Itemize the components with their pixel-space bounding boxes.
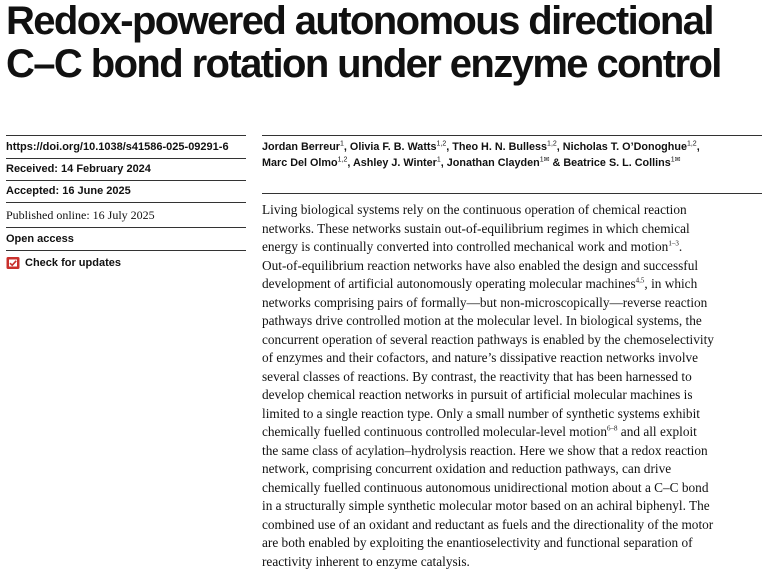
divider	[6, 202, 246, 203]
abstract-line	[262, 257, 766, 276]
abstract-text: development of artificial autonomously operating molecular machines	[262, 276, 636, 291]
divider	[262, 135, 762, 136]
abstract-text: and all exploit	[617, 424, 697, 439]
author-name[interactable]: Olivia F. B. Watts	[349, 141, 437, 153]
abstract-line	[262, 460, 766, 479]
author-affiliation: 1	[436, 156, 441, 164]
abstract-text: pathways drive controlled motion at the molecular level. In biological systems, the	[262, 313, 702, 328]
author-list	[262, 139, 762, 171]
abstract-text: concurrent operation of several reaction pathways is enabled by the chemoselectivity	[262, 331, 714, 347]
abstract-line	[262, 294, 766, 313]
abstract-text: combined use of an oxidant and reductant as fuels and the directionality of the motor	[262, 516, 714, 532]
author-name[interactable]: Marc Del Olmo	[262, 157, 338, 169]
author-name[interactable]: Jordan Berreur	[262, 141, 341, 153]
abstract-line	[262, 220, 766, 239]
author-separator: ,	[696, 141, 700, 153]
abstract-text: , in which	[644, 276, 698, 291]
abstract-line	[262, 516, 766, 535]
author-separator: ,	[556, 141, 563, 153]
check-for-updates-link[interactable]: Check for updates	[25, 257, 121, 269]
author-separator: ,	[343, 141, 350, 153]
author-name[interactable]: Nicholas T. O’Donoghue	[562, 141, 687, 153]
abstract-text: network, comprising concurrent oxidation and reduction pathways, can drive	[262, 461, 672, 476]
author-name[interactable]: Beatrice S. L. Collins	[563, 157, 671, 169]
divider	[262, 193, 762, 194]
title-line-1: Redox-powered autonomous directional	[6, 0, 713, 43]
divider	[6, 158, 246, 159]
citation-ref[interactable]: 6–8	[606, 424, 618, 433]
abstract-line	[262, 349, 766, 368]
abstract-line	[262, 386, 766, 405]
author-separator: ,	[347, 157, 353, 169]
abstract-text: develop chemical reaction networks in pursuit of artificial molecular machines is	[262, 387, 693, 402]
author-separator: ,	[446, 141, 453, 153]
abstract-text: Out-of-equilibrium reaction networks have also enabled the design and successful	[262, 257, 699, 273]
received-date: Received: 14 February 2024	[6, 163, 151, 175]
abstract-line	[262, 442, 766, 461]
author-affiliation: 1,2	[547, 140, 557, 148]
abstract-text: networks. These networks sustain out-of-equilibrium regimes in which chemical	[262, 220, 690, 236]
author-separator: &	[549, 157, 564, 169]
abstract-line	[262, 553, 766, 572]
abstract-line	[262, 238, 766, 257]
abstract-text: networks comprising pairs of formally—but non-microscopically—reverse reaction	[262, 294, 708, 310]
abstract-text: of enzymes and their cofactors, and nature’s dissipative reaction networks involve	[262, 350, 699, 365]
divider	[6, 135, 246, 136]
abstract-text: several classes of reactions. By contrast, the reactivity that has been harnessed to	[262, 368, 692, 384]
abstract-text: chemically fuelled continuous autonomous unidirectional motion about a C–C bond	[262, 479, 709, 495]
abstract-text: Living biological systems rely on the continuous operation of chemical reaction	[262, 202, 687, 217]
citation-ref[interactable]: 1–3	[668, 239, 679, 248]
author-name[interactable]: Jonathan Clayden	[446, 157, 540, 169]
published-date: Published online: 16 July 2025	[6, 208, 155, 222]
abstract	[262, 201, 766, 571]
author-name[interactable]: Theo H. N. Bulless	[452, 141, 548, 153]
author-name[interactable]: Ashley J. Winter	[352, 157, 437, 169]
abstract-text: .	[678, 239, 683, 254]
author-affiliation: 1	[340, 140, 344, 148]
abstract-text: limited to a single reaction type. Only a small number of synthetic systems exhibit	[262, 405, 700, 421]
author-affiliation: 1,2	[436, 140, 447, 148]
article-title	[6, 0, 766, 86]
abstract-line	[262, 331, 766, 350]
doi-link[interactable]: https://doi.org/10.1038/s41586-025-09291-6	[6, 141, 229, 153]
abstract-line	[262, 479, 766, 498]
abstract-text: reactivity inherent to enzyme catalysis.	[262, 553, 470, 569]
abstract-line	[262, 201, 766, 220]
author-affiliation: 1✉	[539, 156, 550, 164]
divider	[6, 227, 246, 228]
citation-ref[interactable]: 4,5	[635, 276, 645, 285]
divider	[6, 180, 246, 181]
author-separator: ,	[440, 157, 447, 169]
abstract-text: the same class of acylation–hydrolysis reaction. Here we show that a redox reaction	[262, 442, 708, 458]
divider	[6, 250, 246, 251]
abstract-text: chemically fuelled continuous controlled molecular-level motion	[262, 424, 607, 439]
accepted-date: Accepted: 16 June 2025	[6, 185, 131, 197]
author-affiliation: 1,2	[686, 140, 697, 148]
abstract-line	[262, 534, 766, 553]
abstract-text: energy is continually converted into controlled mechanical work and motion	[262, 239, 669, 254]
check-for-updates-icon[interactable]	[6, 256, 20, 270]
abstract-line	[262, 497, 766, 516]
abstract-text: in a structurally simple synthetic molecular motor based on an achiral biphenyl. The	[262, 498, 710, 513]
abstract-line	[262, 423, 766, 442]
abstract-text: are both enabled by exploiting the enantioselectivity and functional separation of	[262, 535, 693, 550]
open-access-label: Open access	[6, 233, 74, 245]
author-affiliation: 1✉	[670, 156, 681, 164]
abstract-line	[262, 368, 766, 387]
abstract-line	[262, 405, 766, 424]
title-line-2: C–C bond rotation under enzyme control	[6, 42, 721, 86]
abstract-line	[262, 312, 766, 331]
abstract-line	[262, 275, 766, 294]
author-affiliation: 1,2	[337, 156, 348, 164]
